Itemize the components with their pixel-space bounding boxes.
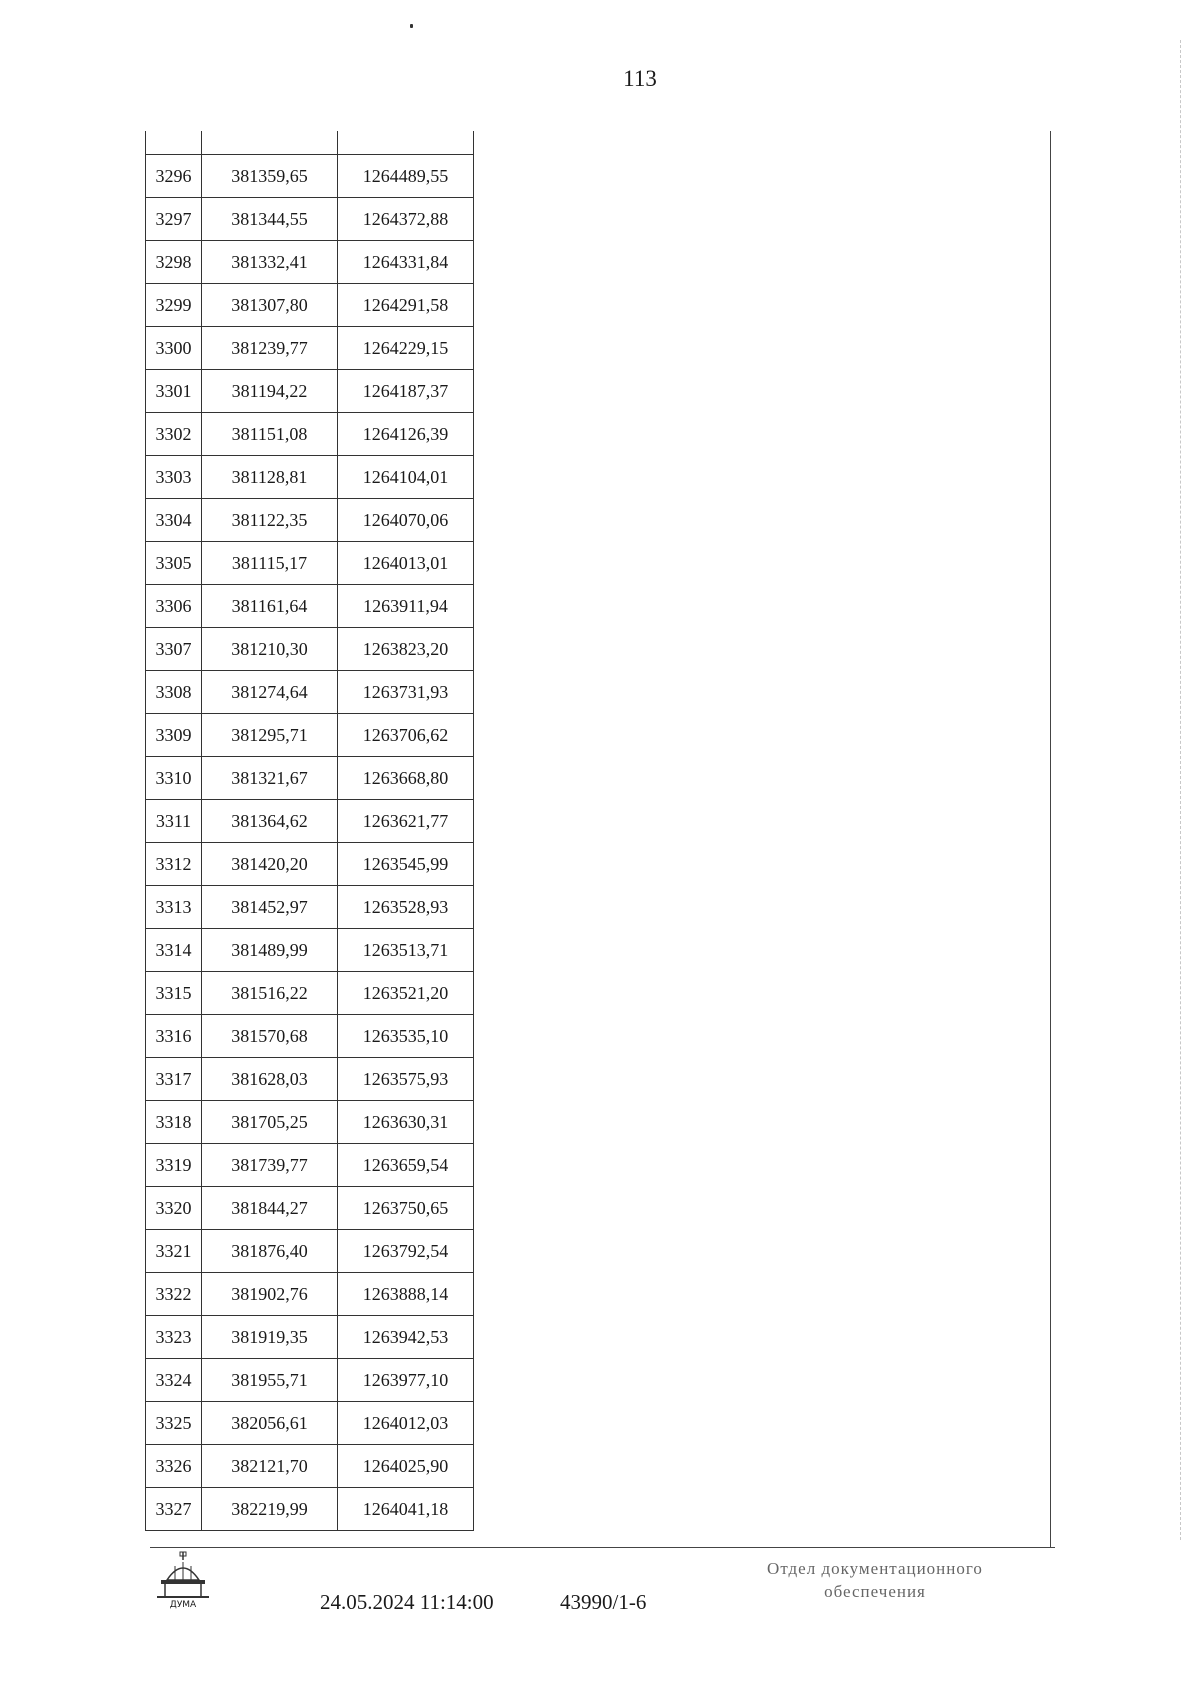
cell-x-coordinate: 382219,99 <box>202 1488 338 1531</box>
cell-y-coordinate: 1263706,62 <box>338 714 474 757</box>
cell-x-coordinate: 381274,64 <box>202 671 338 714</box>
cell-y-coordinate: 1264013,01 <box>338 542 474 585</box>
cell-y-coordinate: 1263792,54 <box>338 1230 474 1273</box>
table-row <box>146 1445 474 1488</box>
cell-y-coordinate: 1263750,65 <box>338 1187 474 1230</box>
cell-y-coordinate: 1263535,10 <box>338 1015 474 1058</box>
cell-point-number: 3320 <box>146 1187 202 1230</box>
cell-x-coordinate: 381128,81 <box>202 456 338 499</box>
cell-y-coordinate: 1263668,80 <box>338 757 474 800</box>
table-row <box>146 1316 474 1359</box>
stamp-timestamp: 24.05.2024 11:14:00 <box>320 1590 494 1614</box>
cell-x-coordinate: 381122,35 <box>202 499 338 542</box>
table-row <box>146 327 474 370</box>
cell-y-coordinate: 1263575,93 <box>338 1058 474 1101</box>
cell-x-coordinate: 381344,55 <box>202 198 338 241</box>
cell-point-number: 3305 <box>146 542 202 585</box>
logo-caption: ДУМА <box>169 1600 197 1610</box>
cell-point-number: 3313 <box>146 886 202 929</box>
table-row <box>146 198 474 241</box>
cell-x-coordinate: 381902,76 <box>202 1273 338 1316</box>
table-row <box>146 800 474 843</box>
cell-x-coordinate: 381420,20 <box>202 843 338 886</box>
cell-point-number: 3300 <box>146 327 202 370</box>
cell-point-number: 3316 <box>146 1015 202 1058</box>
cell-y-coordinate: 1263621,77 <box>338 800 474 843</box>
table-row <box>146 929 474 972</box>
table-row <box>146 1015 474 1058</box>
cell-point-number: 3324 <box>146 1359 202 1402</box>
table-row <box>146 413 474 456</box>
cell-x-coordinate: 381570,68 <box>202 1015 338 1058</box>
cell-x-coordinate: 381151,08 <box>202 413 338 456</box>
cell-y-coordinate: 1264187,37 <box>338 370 474 413</box>
cell-x-coordinate: 381516,22 <box>202 972 338 1015</box>
table-row <box>146 542 474 585</box>
cell-x-coordinate: 381239,77 <box>202 327 338 370</box>
cell-point-number: 3321 <box>146 1230 202 1273</box>
scan-edge-line <box>1180 40 1182 1540</box>
cell-point-number: 3299 <box>146 284 202 327</box>
cell-point-number: 3297 <box>146 198 202 241</box>
table-row <box>146 1144 474 1187</box>
cell-point-number: 3318 <box>146 1101 202 1144</box>
cell-y-coordinate: 1263630,31 <box>338 1101 474 1144</box>
cell-point-number: 3317 <box>146 1058 202 1101</box>
cell-point-number: 3310 <box>146 757 202 800</box>
cell-x-coordinate: 381359,65 <box>202 155 338 198</box>
cell-y-coordinate: 1264104,01 <box>338 456 474 499</box>
cell-y-coordinate: 1263731,93 <box>338 671 474 714</box>
table-row <box>146 1101 474 1144</box>
cell-point-number: 3298 <box>146 241 202 284</box>
cell-y-coordinate: 1263942,53 <box>338 1316 474 1359</box>
cell-point-number: 3315 <box>146 972 202 1015</box>
department-stamp <box>735 1557 1015 1603</box>
cell-y-coordinate: 1264229,15 <box>338 327 474 370</box>
cell-x-coordinate: 381161,64 <box>202 585 338 628</box>
cell-y-coordinate: 1264041,18 <box>338 1488 474 1531</box>
table-row <box>146 972 474 1015</box>
cell-y-coordinate: 1263528,93 <box>338 886 474 929</box>
scan-speck <box>410 24 413 28</box>
cell-point-number: 3323 <box>146 1316 202 1359</box>
department-line-1: Отдел документационного <box>767 1559 983 1578</box>
header-cell-number <box>146 131 202 155</box>
cell-x-coordinate: 381844,27 <box>202 1187 338 1230</box>
table-row <box>146 1273 474 1316</box>
cell-point-number: 3296 <box>146 155 202 198</box>
cell-y-coordinate: 1263545,99 <box>338 843 474 886</box>
table-row <box>146 714 474 757</box>
cell-x-coordinate: 381332,41 <box>202 241 338 284</box>
cell-x-coordinate: 381194,22 <box>202 370 338 413</box>
table-row <box>146 370 474 413</box>
cell-y-coordinate: 1264372,88 <box>338 198 474 241</box>
table-row <box>146 1058 474 1101</box>
table-row <box>146 499 474 542</box>
footer-divider <box>150 1547 1055 1548</box>
cell-point-number: 3322 <box>146 1273 202 1316</box>
table-row <box>146 1230 474 1273</box>
header-cell-y <box>338 131 474 155</box>
cell-point-number: 3319 <box>146 1144 202 1187</box>
cell-y-coordinate: 1263513,71 <box>338 929 474 972</box>
cell-point-number: 3301 <box>146 370 202 413</box>
table-row <box>146 284 474 327</box>
table-row <box>146 757 474 800</box>
cell-x-coordinate: 382121,70 <box>202 1445 338 1488</box>
cell-y-coordinate: 1263977,10 <box>338 1359 474 1402</box>
cell-point-number: 3308 <box>146 671 202 714</box>
cell-x-coordinate: 381364,62 <box>202 800 338 843</box>
table-row <box>146 843 474 886</box>
cell-x-coordinate: 381115,17 <box>202 542 338 585</box>
table-row <box>146 456 474 499</box>
table-row <box>146 241 474 284</box>
cell-point-number: 3327 <box>146 1488 202 1531</box>
cell-x-coordinate: 381210,30 <box>202 628 338 671</box>
cell-point-number: 3304 <box>146 499 202 542</box>
cell-point-number: 3314 <box>146 929 202 972</box>
cell-y-coordinate: 1263521,20 <box>338 972 474 1015</box>
table-row <box>146 886 474 929</box>
cell-x-coordinate: 381307,80 <box>202 284 338 327</box>
cell-x-coordinate: 381705,25 <box>202 1101 338 1144</box>
table-row <box>146 1488 474 1531</box>
table-row <box>146 585 474 628</box>
table-row <box>146 671 474 714</box>
table-row <box>146 1402 474 1445</box>
cell-x-coordinate: 381628,03 <box>202 1058 338 1101</box>
coordinates-table <box>145 131 474 1531</box>
cell-x-coordinate: 381919,35 <box>202 1316 338 1359</box>
cell-point-number: 3307 <box>146 628 202 671</box>
cell-y-coordinate: 1264331,84 <box>338 241 474 284</box>
cell-x-coordinate: 381321,67 <box>202 757 338 800</box>
cell-x-coordinate: 381876,40 <box>202 1230 338 1273</box>
cell-point-number: 3306 <box>146 585 202 628</box>
cell-point-number: 3325 <box>146 1402 202 1445</box>
cell-point-number: 3311 <box>146 800 202 843</box>
cell-point-number: 3302 <box>146 413 202 456</box>
table-row <box>146 1359 474 1402</box>
cell-y-coordinate: 1264012,03 <box>338 1402 474 1445</box>
cell-x-coordinate: 381452,97 <box>202 886 338 929</box>
cell-x-coordinate: 381739,77 <box>202 1144 338 1187</box>
cell-y-coordinate: 1263911,94 <box>338 585 474 628</box>
cell-point-number: 3326 <box>146 1445 202 1488</box>
cell-x-coordinate: 382056,61 <box>202 1402 338 1445</box>
cell-y-coordinate: 1264126,39 <box>338 413 474 456</box>
cell-y-coordinate: 1263659,54 <box>338 1144 474 1187</box>
cell-y-coordinate: 1264489,55 <box>338 155 474 198</box>
cell-y-coordinate: 1264025,90 <box>338 1445 474 1488</box>
cell-x-coordinate: 381489,99 <box>202 929 338 972</box>
header-cell-x <box>202 131 338 155</box>
table-row <box>146 155 474 198</box>
cell-y-coordinate: 1263888,14 <box>338 1273 474 1316</box>
cell-point-number: 3309 <box>146 714 202 757</box>
table-row <box>146 1187 474 1230</box>
cell-point-number: 3312 <box>146 843 202 886</box>
cell-y-coordinate: 1264070,06 <box>338 499 474 542</box>
cell-y-coordinate: 1264291,58 <box>338 284 474 327</box>
table-row <box>146 628 474 671</box>
cell-point-number: 3303 <box>146 456 202 499</box>
table-header-row <box>146 131 474 155</box>
page-number: 113 <box>623 66 657 91</box>
cell-x-coordinate: 381955,71 <box>202 1359 338 1402</box>
cell-x-coordinate: 381295,71 <box>202 714 338 757</box>
department-line-2: обеспечения <box>824 1582 926 1601</box>
stamp-registration-number: 43990/1-6 <box>560 1590 647 1614</box>
cell-y-coordinate: 1263823,20 <box>338 628 474 671</box>
